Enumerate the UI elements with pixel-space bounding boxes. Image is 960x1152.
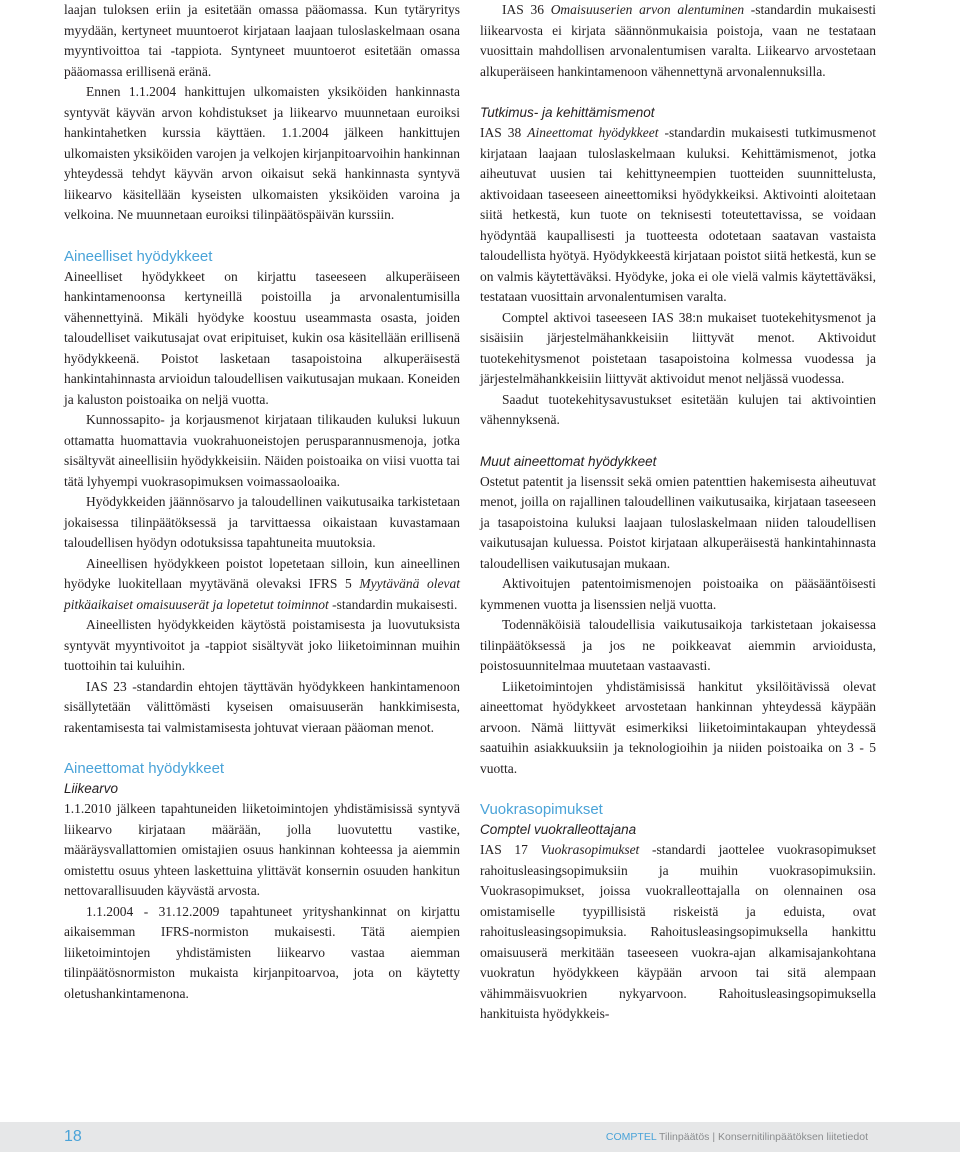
right-column bbox=[480, 0, 876, 1025]
left-column bbox=[64, 0, 460, 1004]
tangible-paragraph-3: Hyödykkeiden jäännösarvo ja taloudellinen vaikutusaika tarkistetaan jokaisessa tilinpäätöksessä ja tarvittaessa oikaistaan kuvastamaan taloudellisen hyödyn odotuksissa tapahtuneita muutoksia. bbox=[64, 494, 460, 550]
rd-paragraph-2: Comptel aktivoi taseeseen IAS 38:n mukaiset tuotekehitysmenot ja sisäisiin järjestelmähankkeisiin liittyvät menot. Aktivoidut tuotekehitysmenot poistetaan tasapoistoina kolmessa vuodessa ja järjestelmähankkeisiin liittyvät aktivoidut menot neljässä vuodessa. bbox=[480, 309, 876, 386]
goodwill-subheading: Liikearvo bbox=[64, 781, 119, 796]
ias36-paragraph bbox=[480, 0, 876, 82]
intangible-assets-heading: Aineettomat hyödykkeet bbox=[64, 760, 225, 777]
goodwill-paragraph-1: 1.1.2010 jälkeen tapahtuneiden liiketoimintojen yhdistämisissä syntyvä liikearvo kirjataan määrään, jolla luovutettu vastike, määräysvallattomien omistajien osuus hankinnan kohteessa ja aiemmin omistettu osuus yhteen laskettuina ylittävät konsernin osuuden hankitun nettovarallisuuden käyvästä arvosta. bbox=[64, 801, 460, 898]
rd-p1-standard-title: Aineettomat hyödykkeet bbox=[527, 125, 659, 140]
tangible-paragraph-2: Kunnossapito- ja korjausmenot kirjataan tilikauden kuluksi lukuun ottamatta huomattavia vuokrahuoneistojen perusparannusmenoja, jotka sisältyvät aineellisiin hyödykkeisiin. Näiden poistoaika on viisi vuotta tai tätä lyhyempi vuokrasopimuksen voimassaoloaika. bbox=[64, 412, 460, 489]
intro-paragraph-2: Ennen 1.1.2004 hankittujen ulkomaisten yksiköiden hankinnasta syntyvät käyvän arvon kohdistukset ja liikearvo muunnetaan euroiksi hankintahetken kurssia käyttäen. 1.1.2004 jälkeen hankittujen ulkomaisten yksiköiden varojen ja velkojen kirjanpitoarvoihin hankinnan yhteydessä tehdyt käyvän arvon oikaisut sekä hankinnasta syntyvä liikearvo käsitellään kyseisten ulkomaisten yksiköiden varoina ja velkoina. Ne muunnetaan euroiksi tilinpäätöspäivän kurssiin. bbox=[64, 84, 460, 222]
rd-paragraph-1 bbox=[480, 123, 876, 308]
goodwill-paragraph-2: 1.1.2004 - 31.12.2009 tapahtuneet yrityshankinnat on kirjattu aikaisemman IFRS-normiston mukaisesti. Tätä aiempien liiketoimintojen yhdistämisten liikearvo vastaa aiemman tilinpäätösnormiston mukaista kirjanpitoarvoa, jota on käytetty oletushankintamenona. bbox=[64, 903, 460, 1001]
other-paragraph-4: Liiketoimintojen yhdistämisissä hankitut yksilöitävissä olevat aineettomat hyödykkeet arvostetaan hankinnan yhteydessä käypään arvoon. Nämä liittyvät esimerkiksi liiketoimintakaupan yhteydessä saatuihin asiakkuuksiin ja teknologioihin ja niiden poistoaika on 3 - 5 vuotta. bbox=[480, 678, 876, 776]
tangible-paragraph-6: IAS 23 -standardin ehtojen täyttävän hyödykkeen hankintamenoon sisällytetään välittömästi kyseisen omaisuuserän hankkimisesta, rakentamisesta tai valmistamisesta johtuvat vieraan pääoman menot. bbox=[64, 678, 460, 735]
other-intangibles-subheading: Muut aineettomat hyödykkeet bbox=[480, 453, 657, 469]
footer-brand: COMPTEL bbox=[605, 1131, 657, 1143]
lessee-subheading: Comptel vuokralleottajana bbox=[480, 822, 637, 837]
footer-document-title: Tilinpäätös | Konsernitilinpäätöksen liitetiedot bbox=[659, 1131, 868, 1143]
rd-paragraph-3: Saadut tuotekehitysavustukset esitetään kulujen tai aktivointien vähennyksenä. bbox=[480, 391, 876, 427]
tangible-assets-heading: Aineelliset hyödykkeet bbox=[64, 247, 213, 265]
leases-p1-text-b: -standardi jaottelee vuokrasopimukset rahoitusleasingsopimuksiin ja muihin vuokrasopimuksiin. Vuokrasopimukset, joissa vuokralleottajalla on olennainen osa omistamiselle tyypillisistä riskeistä ja eduista, ovat rahoitusleasingsopimuksia. Rahoitusleasingsopimuksella hankittu omaisuuserä merkitään taseeseen vuokra-ajan alkamisajankohtana vuokratun hyödykkeen käypään arvoon tai sitä alempaan vähimmäisvuokrien nykyarvoon. Rahoitusleasingsopimuksella hankituista hyödykkeis- bbox=[480, 842, 876, 1021]
tangible-paragraph-1: Aineelliset hyödykkeet on kirjattu taseeseen alkuperäiseen hankintamenoonsa kertyneillä poistoilla ja arvonalentumisilla vähennettyinä. Mikäli hyödyke koostuu useammasta osasta, joiden taloudelliset vaikutusajat ovat eripituiset, kukin osa käsitellään erillisenä hyödykkeenä. Poistot lasketaan tasapoistoina alkuperäisestä hankintahinnasta arvioidun taloudellisen vaikutusajan mukaan. Koneiden ja kaluston poistoaika on neljä vuotta. bbox=[64, 268, 460, 407]
other-paragraph-2: Aktivoitujen patentoimismenojen poistoaika on pääsääntöisesti kymmenen vuotta ja lisenssien neljä vuotta. bbox=[480, 576, 876, 612]
leases-paragraph-1 bbox=[480, 840, 876, 1025]
tangible-p4-text-a: Aineellisen hyödykkeen poistot lopetetaan silloin, kun aineellinen hyödyke luokitellaan myytävänä olevaksi IFRS 5 bbox=[64, 555, 460, 591]
page-number: 18 bbox=[64, 1128, 82, 1145]
rd-p1-text-a: IAS 38 bbox=[480, 125, 528, 140]
rd-subheading: Tutkimus- ja kehittämismenot bbox=[480, 105, 655, 120]
footer-title bbox=[606, 1131, 868, 1143]
rd-p1-text-b: -standardin mukaisesti tutkimusmenot kirjataan laajaan tuloslaskelmaan kuluksi. Kehittämismenot, jotka aiheutuvat uusien tai kehittyneempien tuotteiden suunnittelusta, aktivoidaan taseeseen aineettomiksi hyödykkeiksi. Aktivointi aloitetaan siitä hetkestä, kun tuote on teknisesti toteutettavissa, se voidaan hyödyntää kaupallisesti ja tuotteesta odotetaan saatavan vastaista taloudellista hyötyä. Hyödykkeestä kirjataan poistot siitä hetkestä, kun se on valmis käytettäväksi. Hyödyke, joka ei ole vielä valmis käytettäväksi, testataan vuosittain arvonalentumisen varalta. bbox=[480, 125, 876, 304]
ias36-standard-title: Omaisuuserien arvon alentuminen bbox=[550, 2, 745, 17]
ias36-text-b: -standardin mukaisesti liikearvosta ei kirjata säännönmukaisia poistoja, vaan ne testataan vuosittain mahdollisen arvonalentumisen varalta. Liikearvo arvostetaan alkuperäiseen hankintamenoon vähennettynä arvonalennuksilla. bbox=[480, 2, 876, 79]
tangible-paragraph-4 bbox=[64, 554, 460, 616]
tangible-paragraph-5: Aineellisten hyödykkeiden käytöstä poistamisesta ja luovutuksista syntyvät myyntivoitot ja -tappiot sisältyvät joko liiketoiminnan muihin tuottoihin tai kuluihin. bbox=[64, 617, 460, 673]
other-paragraph-3: Todennäköisiä taloudellisia vaikutusaikoja tarkistetaan jokaisessa tilinpäätöksessä ja jos ne poikkeavat aiemmin arvioidusta, poistosuunnitelmaa muutetaan vastaavasti. bbox=[480, 617, 876, 673]
intro-paragraph-1: laajan tuloksen eriin ja esitetään omassa pääomassa. Kun tytäryritys myydään, kertyneet muuntoerot kirjataan laajaan tuloslaskelmaan osana myyntivoittoa tai -tappiota. Syntyneet muuntoerot esitetään omassa pääomassa erillisenä eränä. bbox=[64, 2, 460, 79]
ias36-text-a: IAS 36 bbox=[502, 2, 551, 17]
leases-heading: Vuokrasopimukset bbox=[480, 801, 603, 818]
page-footer bbox=[0, 1122, 960, 1152]
other-paragraph-1: Ostetut patentit ja lisenssit sekä omien patenttien hakemisesta aiheutuvat menot, joilla on rajallinen taloudellinen vaikutusaika, kirjataan taseeseen ja tasapoistoina kuluksi laajaan tuloslaskelmaan niiden taloudellisen vaikutusajan kuluessa. Poistot kirjataan alkuperäisestä hankintahinnasta taloudellisen vaikutusajan mukaan. bbox=[480, 473, 876, 571]
tangible-p4-standard-title: Myytävänä olevat pitkäaikaiset omaisuuserät ja lopetetut toiminnot bbox=[64, 576, 460, 612]
tangible-p4-text-b: -standardin mukaisesti. bbox=[328, 596, 458, 612]
leases-p1-standard-title: Vuokrasopimukset bbox=[540, 842, 640, 857]
leases-p1-text-a: IAS 17 bbox=[480, 842, 541, 857]
